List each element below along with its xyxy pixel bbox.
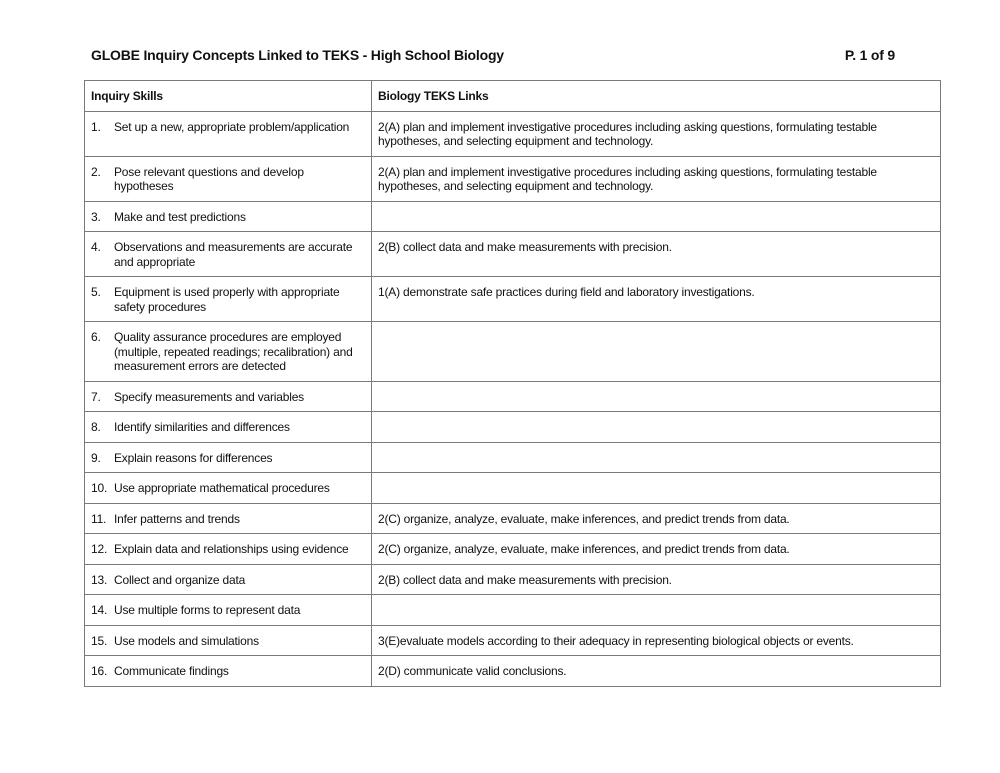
document-title: GLOBE Inquiry Concepts Linked to TEKS - High School Biology — [91, 47, 504, 63]
table-row — [85, 277, 941, 322]
skill-number: 13. — [91, 572, 108, 587]
skill-text: Explain data and relationships using evidence — [114, 542, 349, 556]
document-header — [91, 46, 895, 64]
table-header-row — [85, 81, 941, 112]
teks-link-cell — [372, 412, 941, 443]
skill-cell — [85, 412, 372, 443]
skill-text: Set up a new, appropriate problem/application — [114, 119, 350, 134]
skill-cell — [85, 595, 372, 626]
skill-number: 1. — [91, 119, 101, 134]
skill-cell — [85, 656, 372, 687]
table-row — [85, 473, 941, 504]
skill-number: 2. — [91, 164, 101, 179]
table-row — [85, 156, 941, 201]
skill-number: 6. — [91, 330, 101, 344]
table-row — [85, 625, 941, 656]
table-row — [85, 534, 941, 565]
column-header-inquiry-skills: Inquiry Skills — [85, 81, 372, 112]
skill-number: 10. — [91, 481, 108, 495]
table-row — [85, 232, 941, 277]
skill-cell — [85, 111, 372, 156]
skill-text: Infer patterns and trends — [114, 511, 240, 526]
column-header-teks-links: Biology TEKS Links — [372, 81, 941, 112]
teks-link-cell: 2(A) plan and implement investigative procedures including asking questions, formulating testable hypotheses, and selecting equipment and technology. — [372, 111, 941, 156]
teks-link-cell — [372, 381, 941, 412]
table-row — [85, 201, 941, 232]
skill-cell — [85, 232, 372, 277]
skill-text: Quality assurance procedures are employed (multiple, repeated readings; recalibration) and measurement errors are detected — [114, 330, 353, 373]
teks-link-cell — [372, 473, 941, 504]
skill-text: Specify measurements and variables — [114, 389, 304, 404]
skill-cell — [85, 564, 372, 595]
table-row — [85, 595, 941, 626]
teks-link-cell: 2(B) collect data and make measurements with precision. — [372, 232, 941, 277]
skill-cell — [85, 503, 372, 534]
table-row — [85, 564, 941, 595]
skill-cell — [85, 625, 372, 656]
skill-number: 7. — [91, 389, 101, 404]
skill-cell — [85, 381, 372, 412]
teks-link-cell: 2(D) communicate valid conclusions. — [372, 656, 941, 687]
skill-number: 9. — [91, 450, 101, 465]
table-row — [85, 322, 941, 382]
teks-link-cell: 2(B) collect data and make measurements with precision. — [372, 564, 941, 595]
skill-number: 12. — [91, 542, 108, 556]
skill-text: Use appropriate mathematical procedures — [114, 481, 330, 495]
table-row — [85, 381, 941, 412]
skill-number: 8. — [91, 420, 101, 434]
skill-text: Make and test predictions — [114, 209, 246, 224]
skill-text: Equipment is used properly with appropriate safety procedures — [114, 285, 340, 314]
table-row — [85, 442, 941, 473]
teks-link-cell: 3(E)evaluate models according to their adequacy in representing biological objects or events. — [372, 625, 941, 656]
page-number: P. 1 of 9 — [844, 47, 895, 63]
skill-text: Identify similarities and differences — [114, 420, 290, 434]
skill-text: Use models and simulations — [114, 633, 259, 648]
skill-cell — [85, 534, 372, 565]
skill-cell — [85, 277, 372, 322]
skill-number: 11. — [91, 511, 107, 526]
skill-number: 4. — [91, 240, 101, 254]
teks-link-cell — [372, 322, 941, 382]
skill-text: Explain reasons for differences — [114, 450, 273, 465]
skill-cell — [85, 156, 372, 201]
skill-cell — [85, 473, 372, 504]
skill-text: Communicate findings — [114, 664, 229, 678]
teks-table — [84, 80, 941, 687]
skill-cell — [85, 442, 372, 473]
skill-number: 3. — [91, 209, 101, 224]
skill-text: Use multiple forms to represent data — [114, 603, 301, 617]
teks-link-cell: 2(C) organize, analyze, evaluate, make inferences, and predict trends from data. — [372, 534, 941, 565]
skill-number: 15. — [91, 633, 108, 648]
teks-link-cell: 2(A) plan and implement investigative procedures including asking questions, formulating testable hypotheses, and selecting equipment and technology. — [372, 156, 941, 201]
teks-link-cell — [372, 442, 941, 473]
teks-link-cell — [372, 595, 941, 626]
skill-text: Observations and measurements are accurate and appropriate — [114, 240, 353, 269]
teks-link-cell: 2(C) organize, analyze, evaluate, make inferences, and predict trends from data. — [372, 503, 941, 534]
table-row — [85, 503, 941, 534]
skill-cell — [85, 322, 372, 382]
skill-cell — [85, 201, 372, 232]
table-row — [85, 111, 941, 156]
skill-number: 5. — [91, 285, 101, 299]
table-row — [85, 656, 941, 687]
skill-number: 16. — [91, 664, 108, 678]
skill-text: Collect and organize data — [114, 572, 246, 587]
skill-text: Pose relevant questions and develop hypotheses — [114, 164, 304, 193]
teks-link-cell: 1(A) demonstrate safe practices during field and laboratory investigations. — [372, 277, 941, 322]
skill-number: 14. — [91, 603, 108, 617]
table-row — [85, 412, 941, 443]
teks-link-cell — [372, 201, 941, 232]
